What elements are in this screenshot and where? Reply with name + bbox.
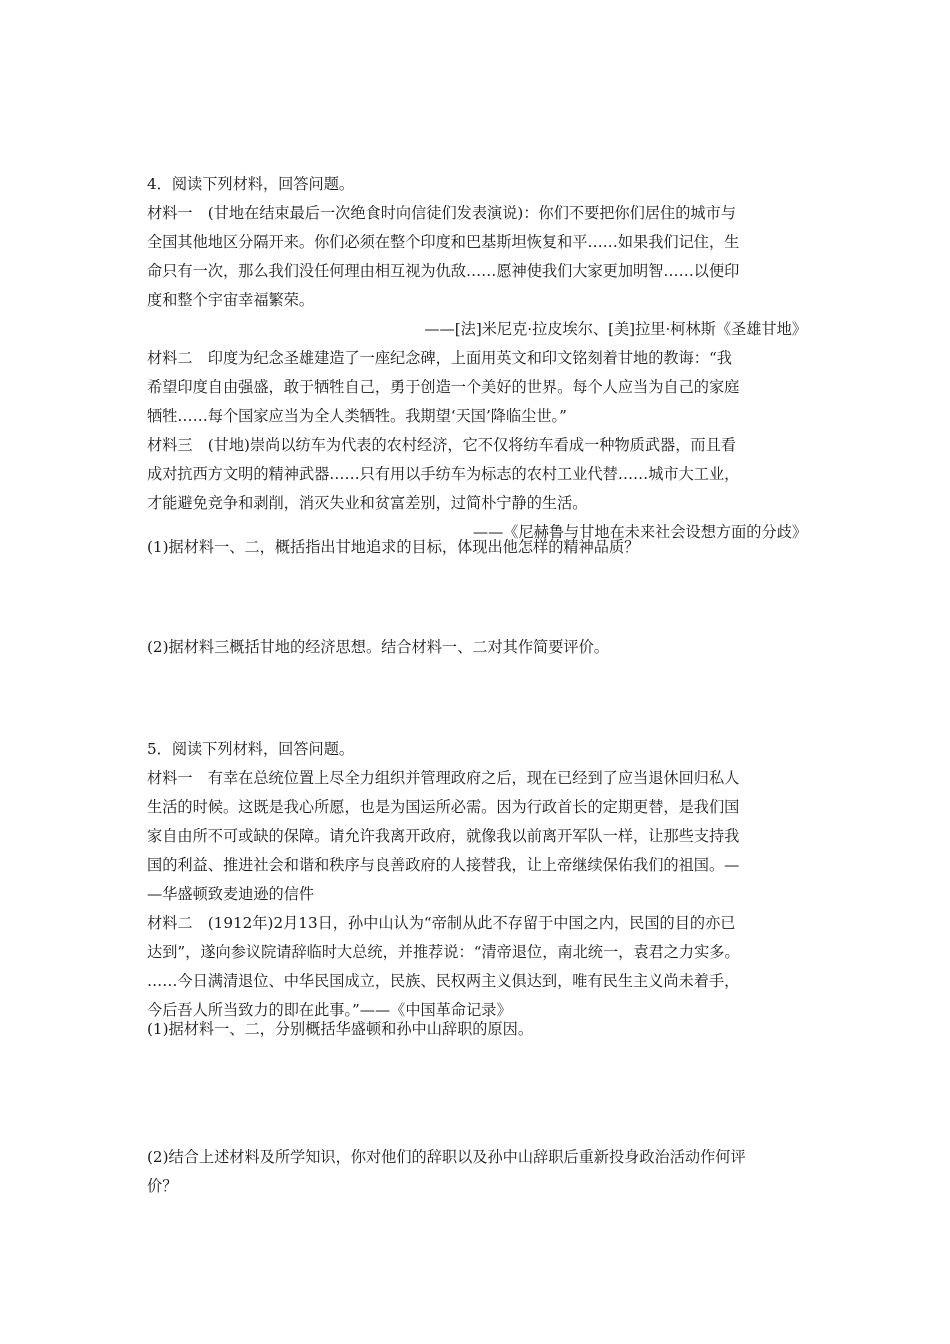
text-line: 材料三 (甘地)崇尚以纺车为代表的农村经济，它不仅将纺车看成一种物质武器，而且看 [147,436,736,454]
question-4 [147,170,807,547]
question-5-material-2 [147,909,807,1025]
text-line: 材料二 (1912年)2月13日，孙中山认为“帝制从此不存留于中国之内，民国的目的亦已 [147,914,736,932]
text-line: ……今日满清退位、中华民国成立，民族、民权两主义俱达到，唯有民生主义尚未着手， [147,972,740,990]
text-line: 牺牲……每个国家应当为全人类牺牲。我期望‘天国’降临尘世。” [147,407,567,425]
question-4-subquestion-1 [147,533,807,562]
question-4-material-3 [147,431,807,518]
text-line: 成对抗西方文明的精神武器……只有用以手纺车为标志的农村工业代替……城市大工业， [147,465,740,483]
question-5-heading: 5．阅读下列材料，回答问题。 [147,740,355,758]
text-line: 命只有一次，那么我们没任何理由相互视为仇敌……愿神使我们大家更加明智……以便印 [147,262,740,280]
question-5 [147,735,807,1025]
text-line: 全国其他地区分隔开来。你们必须在整个印度和巴基斯坦恢复和平……如果我们记住，生 [147,233,740,251]
text-line: 度和整个宇宙幸福繁荣。 [147,291,315,309]
question-4-material-1 [147,199,807,315]
question-5-material-1 [147,764,807,909]
text-line: 国的利益、推进社会和谐和秩序与良善政府的人接替我，让上帝继续保佑我们的祖国。— [147,856,740,874]
text-line: —华盛顿致麦迪逊的信件 [147,885,315,903]
text-line: 才能避免竞争和剥削，消灭失业和贫富差别，过简朴宁静的生活。 [147,494,588,512]
text-line: (2)结合上述材料及所学知识，你对他们的辞职以及孙中山辞职后重新投身政治活动作何评 [147,1148,746,1166]
question-4-subquestion-2 [147,633,807,662]
text-line: 今后吾人所当致力的即在此事。”——《中国革命记录》 [147,1001,512,1019]
text-line: 达到”，遂向参议院请辞临时大总统，并推荐说：“清帝退位，南北统一，袁君之力实多。 [147,943,740,961]
text-line: (2)据材料三概括甘地的经济思想。结合材料一、二对其作简要评价。 [147,638,609,656]
text-line: 价？ [147,1177,178,1195]
question-5-subquestion-2 [147,1143,807,1201]
question-4-source-1: ——[法]米尼克·拉皮埃尔、[美]拉里·柯林斯《圣雄甘地》 [424,320,807,338]
question-4-source-3: ——《尼赫鲁与甘地在未来社会设想方面的分歧》 [472,523,807,541]
text-line: 材料二 印度为纪念圣雄建造了一座纪念碑，上面用英文和印文铭刻着甘地的教诲：“我 [147,349,732,367]
question-4-material-2 [147,344,807,431]
text-line: (1)据材料一、二，概括指出甘地追求的目标，体现出他怎样的精神品质？ [147,538,640,556]
question-5-subquestion-1 [147,1015,807,1044]
text-line: 家自由所不可或缺的保障。请允许我离开政府，就像我以前离开军队一样，让那些支持我 [147,827,740,845]
text-line: 材料一 (甘地在结束最后一次绝食时向信徒们发表演说)：你们不要把你们居住的城市与 [147,204,736,222]
question-4-heading: 4．阅读下列材料，回答问题。 [147,175,355,193]
text-line: 生活的时候。这既是我心所愿，也是为国运所必需。因为行政首长的定期更替，是我们国 [147,798,740,816]
text-line: 材料一 有幸在总统位置上尽全力组织并管理政府之后，现在已经到了应当退休回归私人 [147,769,740,787]
text-line: 希望印度自由强盛，敢于牺牲自己，勇于创造一个美好的世界。每个人应当为自己的家庭 [147,378,740,396]
text-line: (1)据材料一、二，分别概括华盛顿和孙中山辞职的原因。 [147,1020,534,1038]
